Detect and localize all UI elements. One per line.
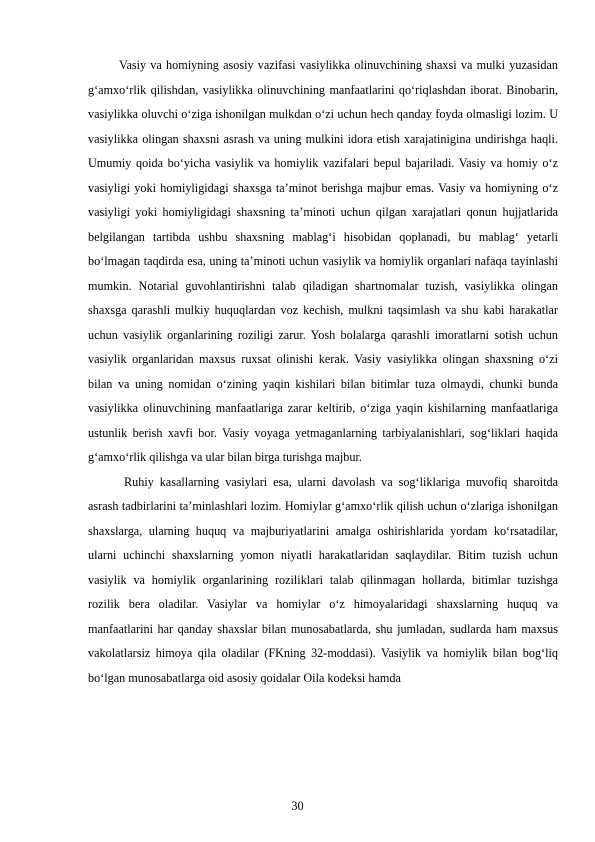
paragraph-mentally-ill-guardians: Ruhiy kasallarning vasiylari esa, ularni davolash va sog‘liklariga muvofiq sharoitda asrash tadbirlarini ta’minlashlari lozim. Homiylar g‘amxo‘rlik qilish uchun o‘zlariga ishonilgan shaxslarga, ularning huquq va majburiyatlarini amalga oshirishlarida yordam ko‘rsatadilar, ularni uchinchi shaxslarning yomon niyatli harakatlaridan saqlaydilar. Bitim tuzish uchun vasiylik va homiylik organlarining roziliklari talab qilinmagan hollarda, bitimlar tuzishga rozilik bera oladilar. Vasiylar va homiylar o‘z himoyalaridagi shaxslarning huquq va manfaatlarini har qanday shaxslar bilan munosabatlarda, shu jumladan, sudlarda ham maxsus vakolatlarsiz himoya qila oladilar (FKning 32-moddasi). Vasiylik va homiylik bilan bog‘liq bo‘lgan munosabatlarga oid asosiy qoidalar Oila kodeksi hamda [88,474,558,685]
page-number: 30 [291,799,304,813]
document-body [88,53,558,690]
paragraph-guardian-duties: Vasiy va homiyning asosiy vazifasi vasiylikka olinuvchining shaxsi va mulki yuzasidan g‘amxo‘rlik qilishdan, vasiylikka olinuvchining manfaatlarini qo‘riqlashdan iborat. Binobarin, vasiylikka oluvchi o‘ziga ishonilgan mulkdan o‘zi uchun hech qanday foyda olmasligi lozim. U vasiylikka olingan shaxsni asrash va uning mulkini idora etish xarajatinigina undirishga haqli. Umumiy qoida bo‘yicha vasiylik va homiylik vazifalari bepul bajariladi. Vasiy va homiy o‘z vasiyligi yoki homiyligidagi shaxsga ta’minot berishga majbur emas. Vasiy va homiyning o‘z vasiyligi yoki homiyligidagi shaxsning ta’minoti uchun qilgan xarajatlari qonun hujjatlarida belgilangan tartibda ushbu shaxsning mablag‘i hisobidan qoplanadi, bu mablag‘ yetarli bo‘lmagan taqdirda esa, uning ta’minoti uchun vasiylik va homiylik organlari nafaqa tayinlashi mumkin. Notarial guvohlantirishni talab qiladigan shartnomalar tuzish, vasiylikka olingan shaxsga qarashli mulkiy huquqlardan voz kechish, mulkni taqsimlash va shu kabi harakatlar uchun vasiylik organlarining roziligi zarur. Yosh bolalarga qarashli imoratlarni sotish uchun vasiylik organlaridan maxsus ruxsat olinishi kerak. Vasiy vasiylikka olingan shaxsning o‘zi bilan va uning nomidan o‘zining yaqin kishilari bilan bitimlar tuza olmaydi, chunki bunda vasiylikka olinuvchining manfaatlariga zarar keltirib, o‘ziga yaqin kishilarning manfaatlariga ustunlik berish xavfi bor. Vasiy voyaga yetmaganlarning tarbiyalanishlari, sog‘liklari haqida g‘amxo‘rlik qilishga va ular bilan birga turishga majbur. [88,58,558,464]
